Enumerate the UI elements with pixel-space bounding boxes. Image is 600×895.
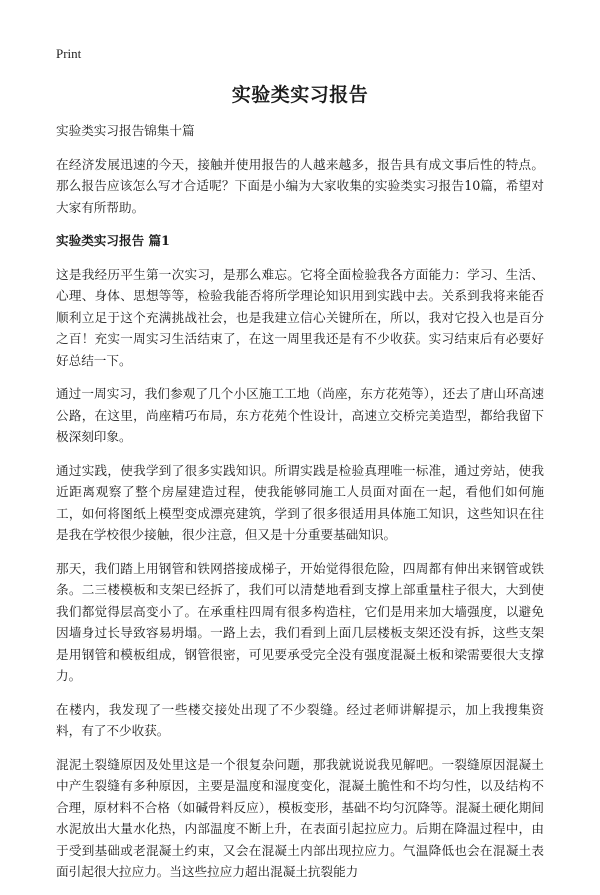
body-paragraph-2: 通过一周实习，我们参观了几个小区施工工地（尚座，东方花苑等），还去了唐山环高速公路，在这里，尚座精巧布局，东方花苑个性设计，高速立交桥完美造型，都给我留下极深刻印象。	[56, 386, 544, 444]
document-body	[56, 120, 544, 895]
page-title: 实验类实习报告	[231, 84, 369, 106]
body-paragraph-3: 通过实践，使我学到了很多实践知识。所谓实践是检验真理唯一标准，通过旁站，使我近距离观察了整个房屋建造过程，使我能够同施工人员面对面在一起，看他们如何施工，如何将图纸上模型变成漂亮建筑，学到了很多很适用具体施工知识，这些知识在往是我在学校很少接触，很少注意，但又是十分重要基础知识。	[56, 462, 544, 542]
body-paragraph-4: 那天，我们踏上用钢管和铁网搭接成梯子，开始觉得很危险，四周都有伸出来钢管或铁条。二三楼模板和支架已经拆了，我们可以清楚地看到支撑上部重量柱子很大，大到使我们都觉得层高变小了。在承重柱四周有很多构造柱，它们是用来加大墙强度，以避免因墙身过长导致容易坍塌。一路上去，我们看到上面几层楼板支架还没有拆，这些支架是用钢管和模板组成，钢管很密，可见要承受完全没有强度混凝土板和梁需要很大支撑力。	[56, 560, 544, 683]
intro-paragraph: 在经济发展迅速的今天，接触并使用报告的人越来越多，报告具有成文事后性的特点。那么报告应该怎么写才合适呢？下面是小编为大家收集的实验类实习报告10篇，希望对大家有所帮助。	[56, 156, 544, 215]
body-paragraph-5: 在楼内，我发现了一些楼交接处出现了不少裂缝。经过老师讲解提示，加上我搜集资料，有了不少收获。	[56, 701, 544, 738]
body-paragraph-1: 这是我经历平生第一次实习，是那么难忘。它将全面检验我各方面能力：学习、生活、心理、身体、思想等等，检验我能否将所学理论知识用到实践中去。关系到我将来能否顺利立足于这个充满挑战社会，也是我建立信心关键所在，所以，我对它投入也是百分之百！充实一周实习生活结束了，在这一周里我还是有不少收获。实习结束后有必要好好总结一下。	[56, 266, 544, 368]
print-link[interactable]: Print	[56, 46, 82, 61]
body-paragraph-6: 混泥土裂缝原因及处里这是一个很复杂问题，那我就说说我见解吧。一裂缝原因混凝土中产生裂缝有多种原因，主要是温度和湿度变化，混凝土脆性和不均匀性，以及结构不合理，原材料不合格（如碱骨料反应），模板变形，基础不均匀沉降等。混凝土硬化期间水泥放出大量水化热，内部温度不断上升，在表面引起拉应力。后期在降温过程中，由于受到基础或老混凝土约束，又会在混凝土内部出现拉应力。气温降低也会在混凝土表面引起很大拉应力。当这些拉应力超出混凝土抗裂能力	[56, 756, 544, 879]
section-heading: 实验类实习报告 篇1	[56, 233, 170, 248]
document-subtitle: 实验类实习报告锦集十篇	[56, 123, 195, 138]
